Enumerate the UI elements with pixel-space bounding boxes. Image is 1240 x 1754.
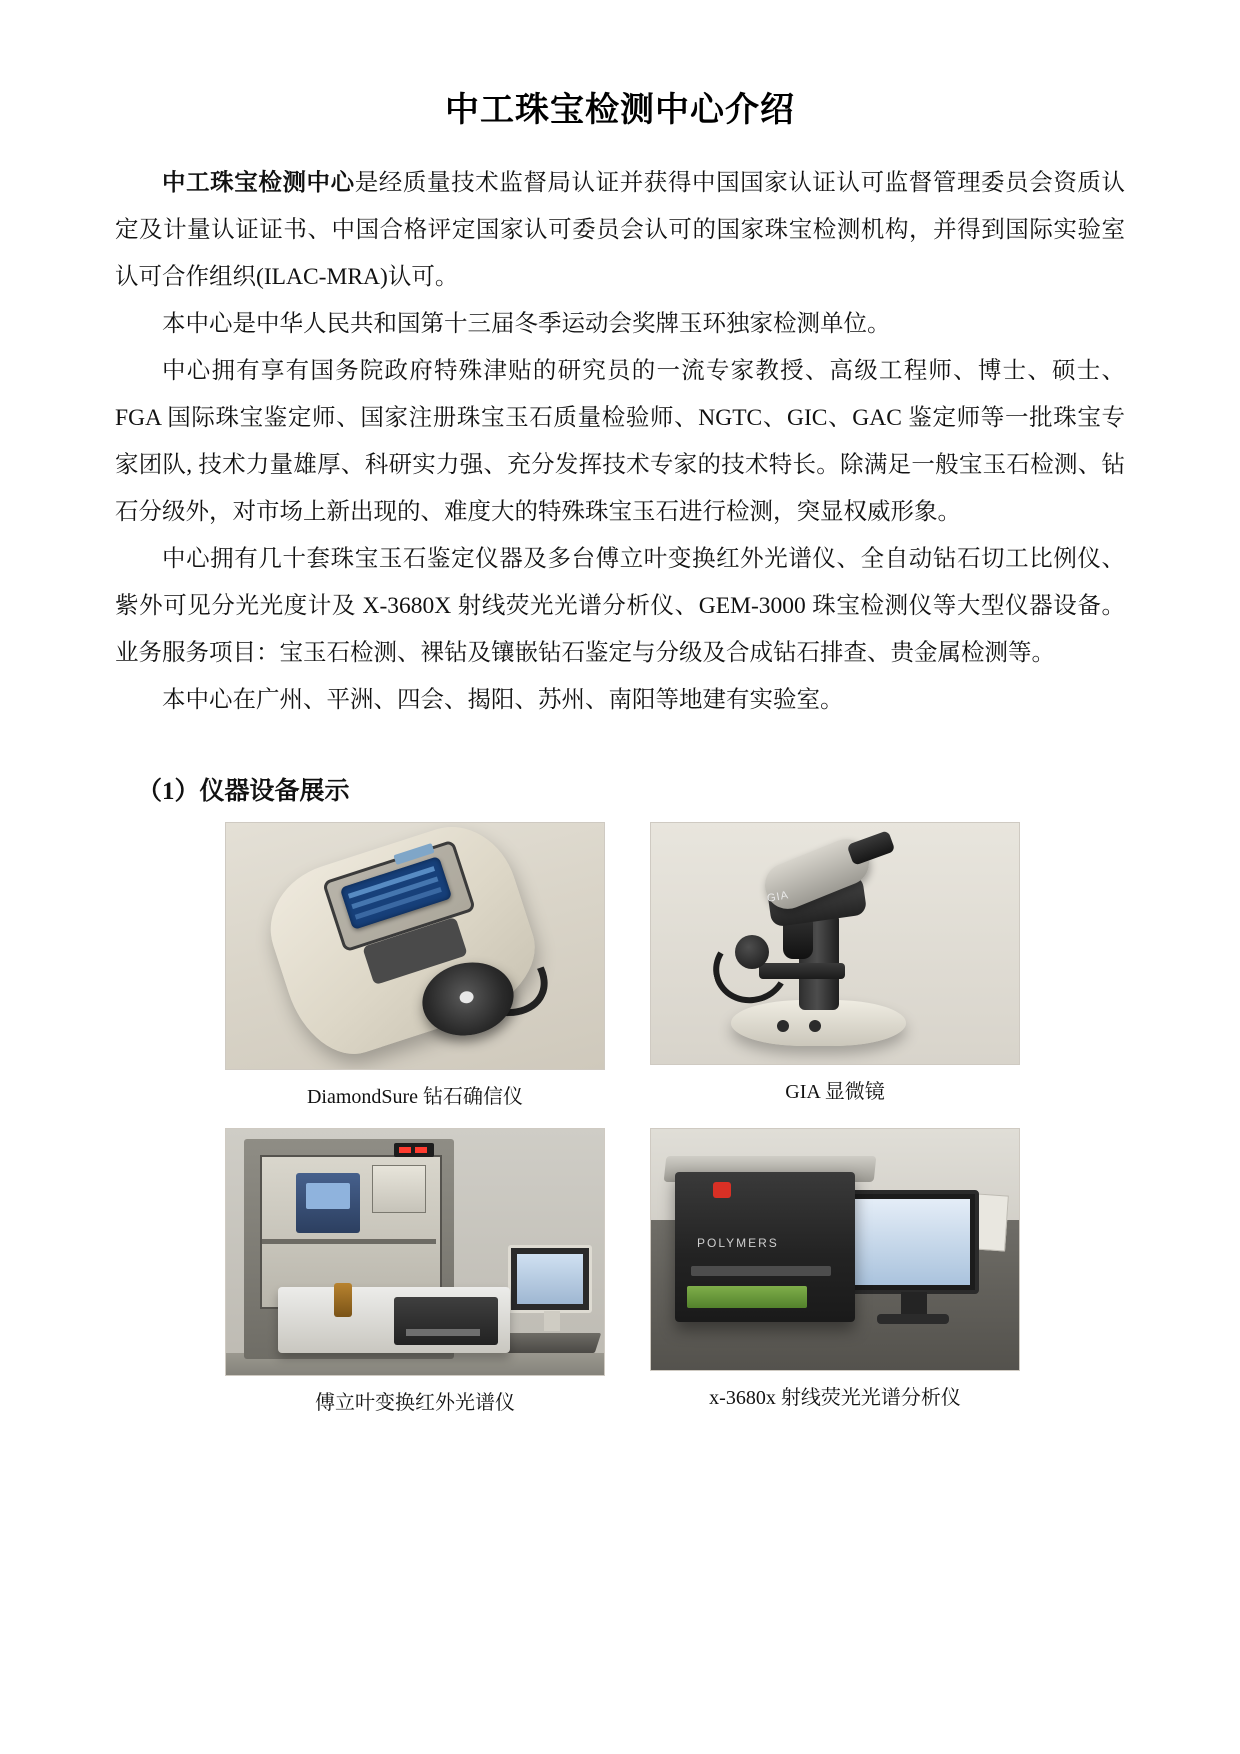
ftir-spectrometer-photo [225, 1128, 605, 1376]
paragraph-1 [115, 159, 1125, 301]
gallery-caption-2: GIA 显微镜 [785, 1081, 885, 1103]
paragraph-5: 本中心在广州、平洲、四会、揭阳、苏州、南阳等地建有实验室。 [162, 687, 844, 713]
paragraph-3: 中心拥有享有国务院政府特殊津贴的研究员的一流专家教授、高级工程师、博士、硕士、FGA 国际珠宝鉴定师、国家注册珠宝玉石质量检验师、NGTC、GIC、GAC 鉴定师等一批珠宝专家团队, 技术力量雄厚、科研实力强、充分发挥技术专家的技术特长。除满足一般宝玉石检测、钻石分级外，对市场上新出现的、难度大的特殊珠宝玉石进行检测，突显权威形象。 [115, 358, 1125, 525]
gallery-item-4 [630, 1128, 1040, 1434]
gallery-item-3 [200, 1128, 630, 1434]
xrf-analyzer-photo [650, 1128, 1020, 1371]
diamondsure-device-photo [225, 822, 605, 1070]
xrf-brand-text: POLYMERS [697, 1236, 779, 1250]
gallery-caption-4: x-3680x 射线荧光光谱分析仪 [709, 1387, 961, 1409]
paragraph-1-lead: 中工珠宝检测中心 [162, 168, 355, 196]
paragraph-4: 中心拥有几十套珠宝玉石鉴定仪器及多台傅立叶变换红外光谱仪、全自动钻石切工比例仪、紫外可见分光光度计及 X‑3680X 射线荧光光谱分析仪、GEM-3000 珠宝检测仪等大型仪器设备。业务服务项目：宝玉石检测、裸钻及镶嵌钻石鉴定与分级及合成钻石排查、贵金属检测等。 [115, 546, 1125, 666]
paragraph-1-text: 是经质量技术监督局认证并获得中国国家认证认可监督管理委员会资质认定及计量认证证书、中国合格评定国家认可委员会认可的国家珠宝检测机构，并得到国际实验室认可合作组织(ILAC-MRA)认可。 [115, 170, 1125, 290]
equipment-gallery [200, 822, 1040, 1434]
gia-microscope-photo [650, 822, 1020, 1065]
gallery-caption-1: DiamondSure 钻石确信仪 [306, 1086, 524, 1108]
page-title: 中工珠宝检测中心介绍 [445, 90, 795, 130]
gallery-item-1 [200, 822, 630, 1128]
section-heading-equipment: （1）仪器设备展示 [137, 778, 350, 805]
gallery-item-2 [630, 822, 1040, 1128]
gallery-caption-3: 傅立叶变换红外光谱仪 [315, 1392, 515, 1414]
paragraph-2: 本中心是中华人民共和国第十三届冬季运动会奖牌玉环独家检测单位。 [162, 311, 891, 337]
gia-logo-text: GIA [766, 889, 790, 905]
